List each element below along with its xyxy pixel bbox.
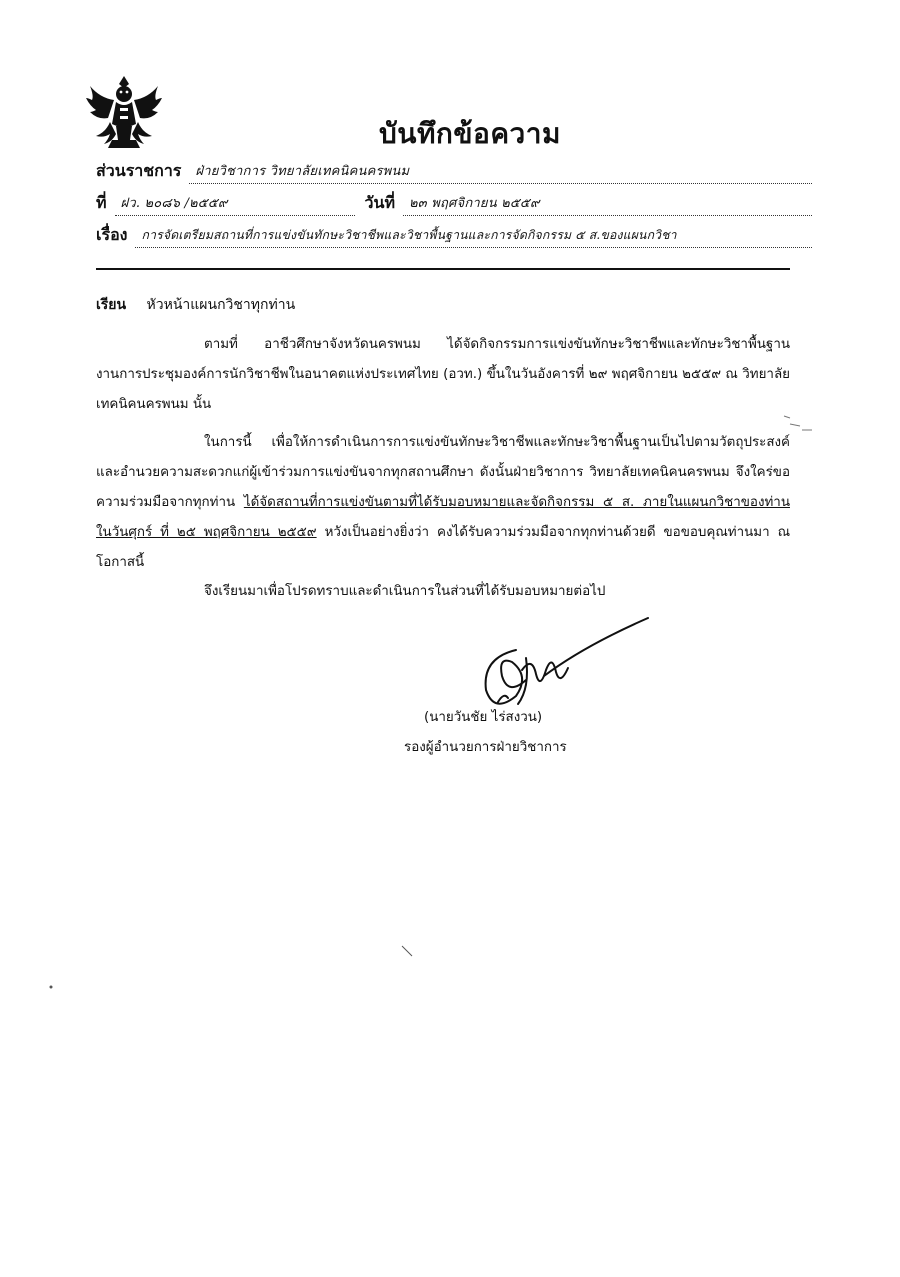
paragraph-2-text-b: หวังเป็นอย่างยิ่งว่า คงได้รับความร่วมมือจากทุกท่านด้วยดี ขอขอบคุณท่านมา ณ โอกาสนี้ bbox=[96, 525, 790, 570]
paragraph-1: ตามที่ อาชีวศึกษาจังหวัดนครพนม ได้จัดกิจกรรมการแข่งขันทักษะวิชาชีพและทักษะวิชาพื้นฐาน งานการประชุมองค์การนักวิชาชีพในอนาคตแห่งประเทศไทย (อวท.) ขึ้นในวันอังคารที่ ๒๙ พฤศจิกายน ๒๕๕๙ ณ วิทยาลัยเทคนิคนครพนม นั้น bbox=[96, 337, 790, 412]
salutation-value: หัวหน้าแผนกวิชาทุกท่าน bbox=[146, 297, 296, 313]
handwritten-signature bbox=[468, 610, 668, 720]
scan-mark bbox=[780, 410, 820, 440]
ref-value: ฝว. ๒๐๘๖ /๒๕๕๙ bbox=[115, 192, 355, 216]
header-divider bbox=[96, 268, 790, 270]
paragraph-2 bbox=[96, 428, 790, 578]
paragraph-2-text-a: ในการนี้ เพื่อให้การดำเนินการการแข่งขันทักษะวิชาชีพและทักษะวิชาพื้นฐานเป็นไปตามวัตถุประสงค์และอำนวยความสะดวกแก่ผู้เข้าร่วมการแข่งขันจากทุกสถานศึกษา ดังนั้นฝ่ายวิชาการ วิทยาลัยเทคนิคนครพนม จึงใคร่ขอความร่วมมือจากทุกท่าน bbox=[96, 435, 790, 510]
subject-label: เรื่อง bbox=[96, 225, 128, 244]
date-value: ๒๓ พฤศจิกายน ๒๕๕๙ bbox=[403, 192, 812, 216]
date-label: วันที่ bbox=[364, 193, 396, 212]
salutation bbox=[96, 294, 295, 316]
scan-mark bbox=[48, 984, 54, 990]
paragraph-2-underlined: ได้จัดสถานที่การแข่งขันตามที่ได้รับมอบหมายและจัดกิจกรรม ๕ ส. ภายในแผนกวิชาของท่าน ในวันศุกร์ ที่ ๒๕ พฤศจิกายน ๒๕๕๙ bbox=[96, 495, 790, 540]
ref-date-row bbox=[96, 190, 812, 216]
subject-value: การจัดเตรียมสถานที่การแข่งขันทักษะวิชาชีพและวิชาพื้นฐานและการจัดกิจกรรม ๕ ส.ของแผนกวิชา bbox=[135, 226, 812, 248]
scan-mark bbox=[400, 944, 418, 960]
memo-title: บันทึกข้อความ bbox=[379, 117, 561, 150]
signer-position: รองผู้อำนวยการฝ่ายวิชาการ bbox=[404, 740, 567, 755]
subject-row bbox=[96, 222, 812, 248]
salutation-label: เรียน bbox=[96, 297, 127, 313]
department-label: ส่วนราชการ bbox=[96, 161, 182, 180]
signer-name: (นายวันชัย ไร่สงวน) bbox=[424, 710, 543, 725]
department-value: ฝ่ายวิชาการ วิทยาลัยเทคนิคนครพนม bbox=[189, 160, 812, 184]
closing-line: จึงเรียนมาเพื่อโปรดทราบและดำเนินการในส่วนที่ได้รับมอบหมายต่อไป bbox=[204, 584, 606, 599]
ref-label: ที่ bbox=[96, 193, 107, 212]
department-row bbox=[96, 158, 812, 184]
